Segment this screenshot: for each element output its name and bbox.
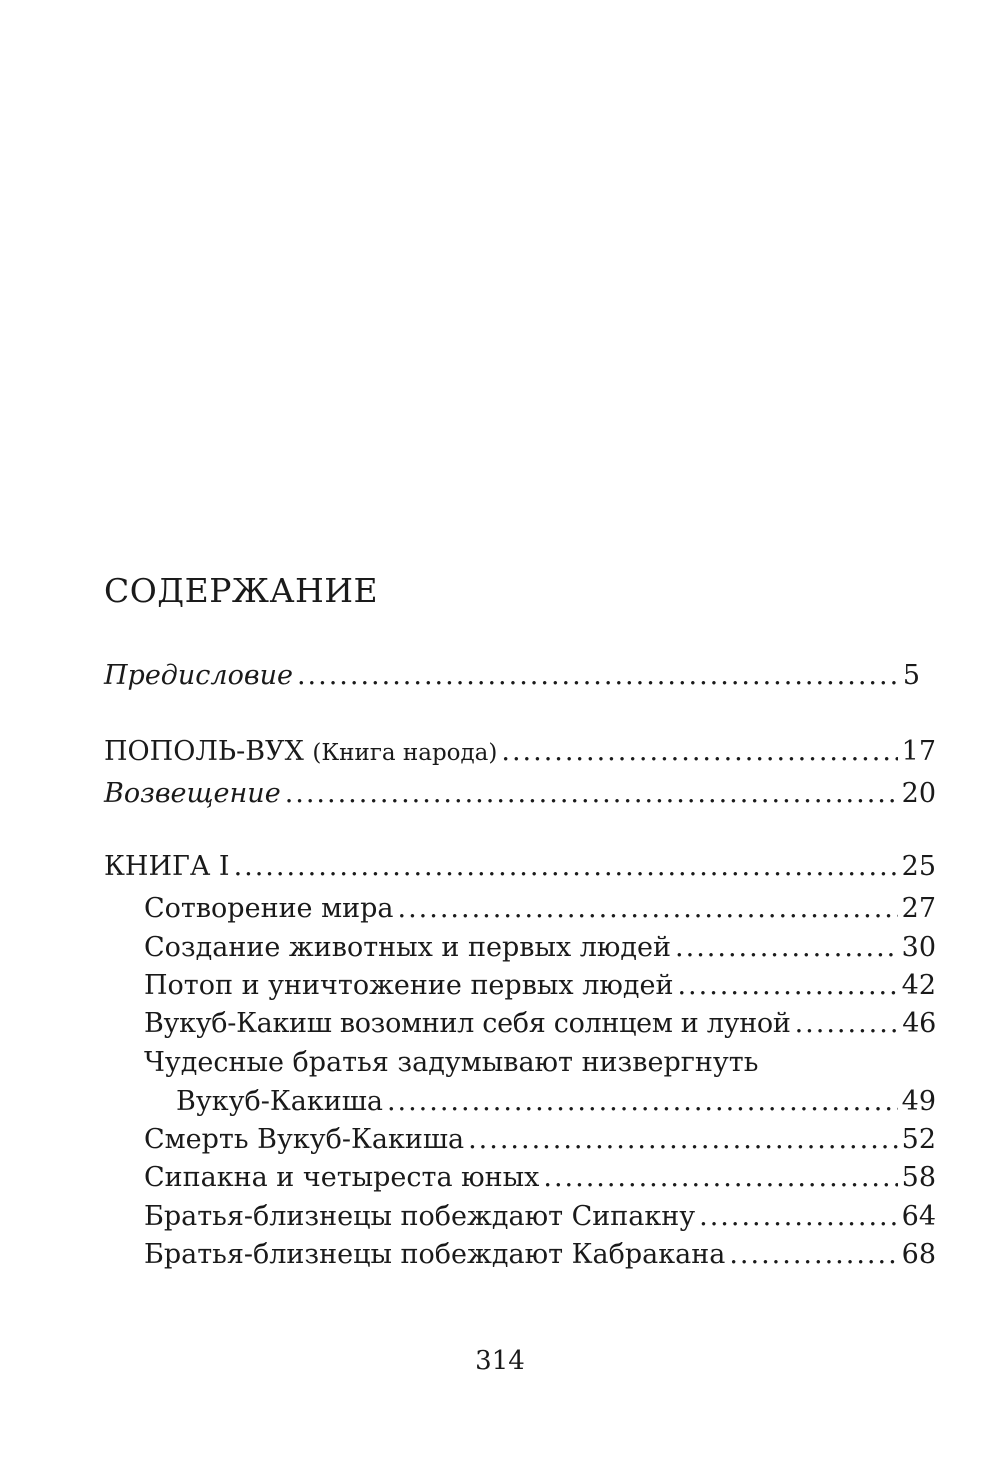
leader-dots xyxy=(543,1162,897,1194)
toc-entry-proclamation xyxy=(104,778,936,810)
toc-entry-label xyxy=(104,736,497,768)
toc-entry-page: 58 xyxy=(901,1162,936,1193)
toc-entry-page: 17 xyxy=(901,736,936,767)
toc-entry-label: Вукуб-Какиш возомнил себя солнцем и луной xyxy=(144,1008,791,1039)
leader-dots xyxy=(297,660,899,692)
toc-chapter xyxy=(144,893,936,925)
toc-chapter xyxy=(144,1008,936,1040)
leader-dots xyxy=(795,1008,899,1040)
toc-entry-title: ПОПОЛЬ-ВУХ xyxy=(104,736,304,767)
toc-entry-label: Создание животных и первых людей xyxy=(144,932,672,963)
page-number: 314 xyxy=(475,1346,525,1376)
toc-title: СОДЕРЖАНИЕ xyxy=(104,571,379,610)
toc-chapter xyxy=(144,1239,936,1271)
toc-entry-label: Братья-близнецы побеждают Кабракана xyxy=(144,1239,726,1270)
toc-chapter xyxy=(144,1124,936,1156)
leader-dots xyxy=(285,778,898,810)
toc-chapter xyxy=(144,970,936,1002)
toc-entry-page: 68 xyxy=(901,1239,936,1270)
toc-entry-page: 64 xyxy=(901,1201,936,1232)
toc-entry-label: Сипакна и четыреста юных xyxy=(144,1162,540,1193)
leader-dots xyxy=(468,1124,898,1156)
toc-entry-subtitle: (Книга народа) xyxy=(312,740,498,766)
toc-entry-preface xyxy=(104,660,920,692)
toc-chapter-line: Чудесные братья задумывают низвергнуть xyxy=(144,1047,759,1078)
leader-dots xyxy=(675,932,898,964)
leader-dots xyxy=(398,893,898,925)
toc-entry-page: 5 xyxy=(902,660,920,691)
leader-dots xyxy=(387,1086,898,1118)
toc-chapter xyxy=(144,932,936,964)
toc-entry-label: Братья-близнецы побеждают Сипакну xyxy=(144,1201,696,1232)
toc-entry-label: Вукуб-Какиша xyxy=(176,1086,383,1117)
toc-entry-label: КНИГА I xyxy=(104,851,230,882)
toc-entry-label: Возвещение xyxy=(104,778,281,809)
leader-dots xyxy=(699,1201,898,1233)
toc-entry-page: 49 xyxy=(901,1086,936,1117)
leader-dots xyxy=(234,851,898,883)
toc-entry-page: 52 xyxy=(901,1124,936,1155)
toc-entry-book-1 xyxy=(104,851,936,883)
toc-entry-label: Смерть Вукуб-Какиша xyxy=(144,1124,465,1155)
toc-entry-page: 20 xyxy=(901,778,936,809)
toc-chapter xyxy=(176,1086,936,1118)
leader-dots xyxy=(677,970,897,1002)
toc-chapter xyxy=(144,1201,936,1233)
toc-entry-popol-vuh xyxy=(104,736,936,768)
toc-entry-page: 30 xyxy=(901,932,936,963)
toc-entry-page: 25 xyxy=(901,851,936,882)
toc-entry-label: Потоп и уничтожение первых людей xyxy=(144,970,674,1001)
toc-entry-label: Предисловие xyxy=(104,660,293,691)
toc-entry-page: 46 xyxy=(902,1008,936,1039)
toc-entry-page: 42 xyxy=(901,970,936,1001)
leader-dots xyxy=(729,1239,897,1271)
toc-entry-page: 27 xyxy=(901,893,936,924)
leader-dots xyxy=(501,736,897,768)
toc-entry-label: Сотворение мира xyxy=(144,893,394,924)
toc-chapter xyxy=(144,1162,936,1194)
